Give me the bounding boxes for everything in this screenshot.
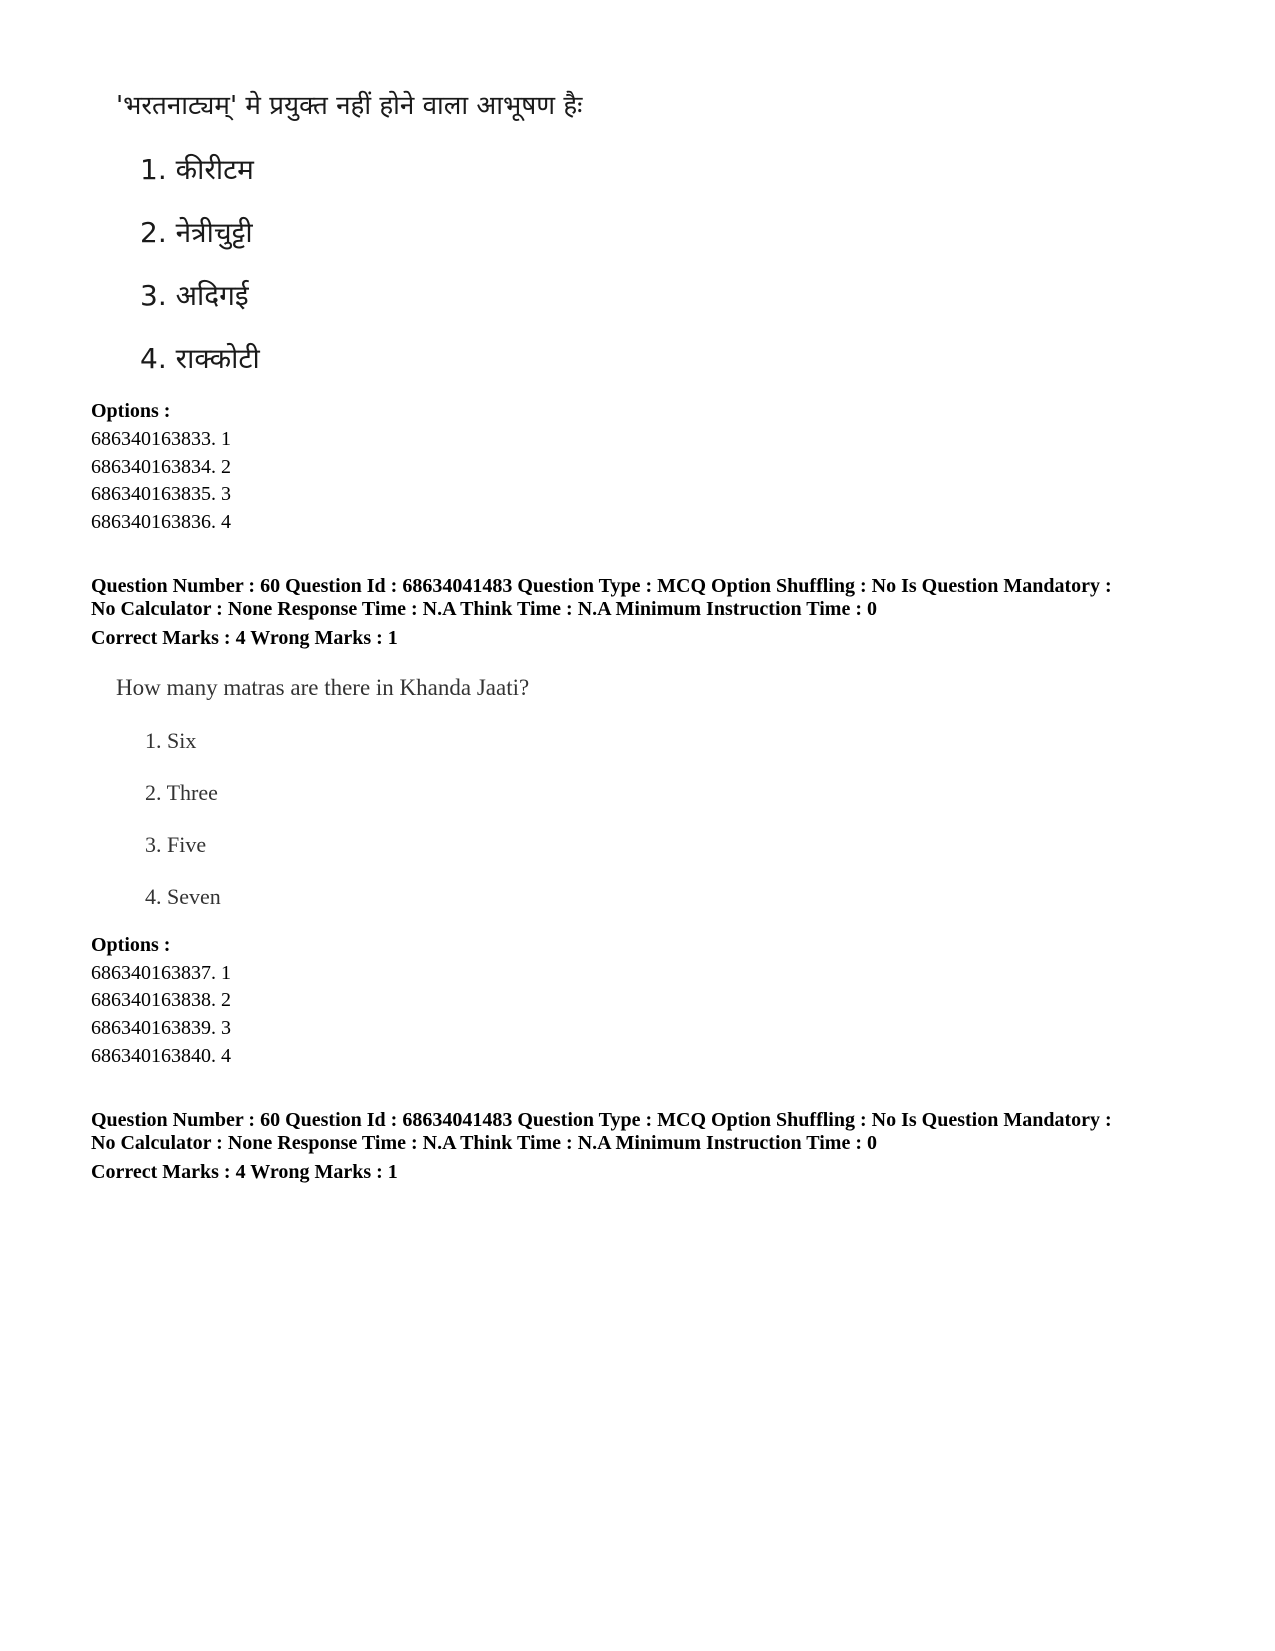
- options-label: Options :: [91, 400, 171, 422]
- option-id-line: 686340163838. 2: [91, 989, 231, 1011]
- options-label: Options :: [91, 934, 171, 956]
- option-id-line: 686340163834. 2: [91, 456, 231, 478]
- option-id-line: 686340163839. 3: [91, 1017, 231, 1039]
- marks-line: Correct Marks : 4 Wrong Marks : 1: [91, 1161, 398, 1183]
- option-id-line: 686340163835. 3: [91, 483, 231, 505]
- option-id-line: 686340163833. 1: [91, 428, 231, 450]
- question-1-choice-1: 1. कीरीटम: [140, 153, 254, 186]
- question-2-choice-1: 1. Six: [145, 728, 197, 753]
- question-2-choice-4: 4. Seven: [145, 884, 221, 909]
- question-meta-line: No Calculator : None Response Time : N.A Think Time : N.A Minimum Instruction Time : 0: [91, 1132, 877, 1154]
- question-meta-line: Question Number : 60 Question Id : 68634041483 Question Type : MCQ Option Shuffling : No Is Question Mandatory :: [91, 1109, 1112, 1131]
- marks-line: Correct Marks : 4 Wrong Marks : 1: [91, 627, 398, 649]
- question-2-choice-2: 2. Three: [145, 780, 218, 805]
- question-1-text: 'भरतनाट्यम्' मे प्रयुक्त नहीं होने वाला आभूषण हैः: [116, 91, 583, 121]
- option-id-line: 686340163836. 4: [91, 511, 231, 533]
- option-id-line: 686340163837. 1: [91, 962, 231, 984]
- question-1-choice-4: 4. राक्कोटी: [140, 342, 260, 375]
- option-id-line: 686340163840. 4: [91, 1045, 231, 1067]
- question-1-choice-3: 3. अदिगई: [140, 279, 249, 312]
- question-meta-line: Question Number : 60 Question Id : 68634041483 Question Type : MCQ Option Shuffling : No Is Question Mandatory :: [91, 575, 1112, 597]
- question-meta-line: No Calculator : None Response Time : N.A Think Time : N.A Minimum Instruction Time : 0: [91, 598, 877, 620]
- question-1-choice-2: 2. नेत्रीचुट्टी: [140, 216, 253, 249]
- question-2-choice-3: 3. Five: [145, 832, 207, 857]
- question-2-text: How many matras are there in Khanda Jaati?: [116, 675, 530, 700]
